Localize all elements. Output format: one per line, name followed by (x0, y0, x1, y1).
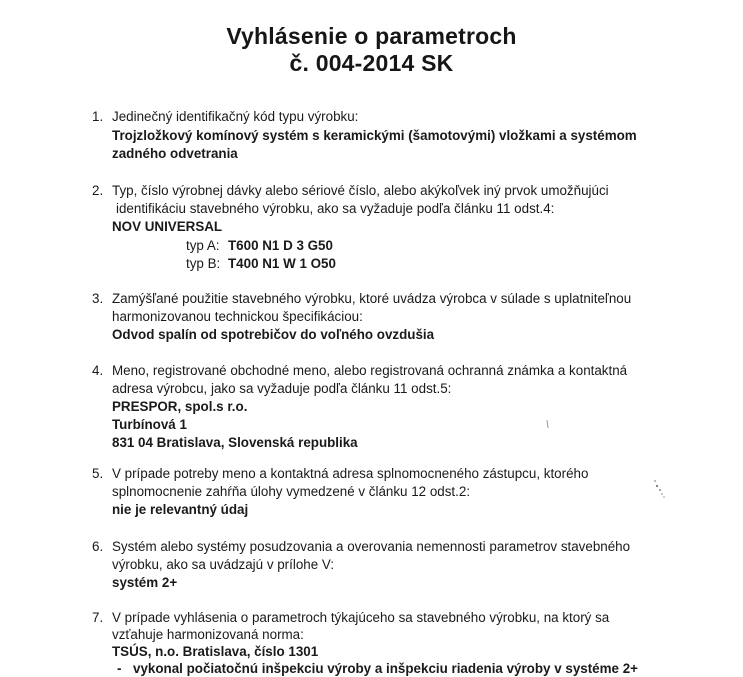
type-b-label: typ B: (186, 256, 221, 271)
section-heading: Meno, registrované obchodné meno, alebo registrovaná ochranná známka a kontaktná (112, 363, 628, 378)
section-heading-cont: výrobku, ako sa uvádzajú v prílohe V: (112, 557, 335, 572)
manufacturer-city: 831 04 Bratislava, Slovenská republika (112, 435, 358, 450)
section-number: 5. (92, 466, 104, 481)
manufacturer-name: PRESPOR, spol.s r.o. (112, 399, 248, 414)
manufacturer-street: Turbínová 1 (112, 417, 187, 432)
section-heading: Typ, číslo výrobnej dávky alebo sériové číslo, alebo akýkoľvek iný prvok umožňujúci (112, 183, 609, 198)
section-number: 7. (92, 610, 104, 625)
section-number: 1. (92, 109, 104, 124)
section-heading-cont: identifikáciu stavebného výrobku, ako sa vyžaduje podľa článku 11 odst.4: (116, 201, 555, 216)
section-heading: Jedinečný identifikačný kód typu výrobku: (112, 109, 359, 124)
assessment-system: systém 2+ (112, 575, 178, 590)
section-heading-cont: splnomocnenie zahŕňa úlohy vymedzené v článku 12 odst.2: (112, 484, 471, 499)
product-name: NOV UNIVERSAL (112, 219, 223, 234)
section-heading-cont: harmonizovanou technickou špecifikáciou: (112, 309, 363, 324)
section-number: 4. (92, 363, 104, 378)
section-heading: Zamýšľané použitie stavebného výrobku, ktoré uvádza výrobca v súlade s uplatniteľnou (112, 291, 632, 306)
product-identifier: Trojzložkový komínový systém s keramickými (šamotovými) vložkami a systémom (112, 128, 637, 143)
section-heading: V prípade vyhlásenia o parametroch týkajúceho sa stavebného výrobku, na ktorý sa (112, 610, 610, 625)
scan-speck-icon (652, 478, 666, 500)
type-a-label: typ A: (186, 238, 220, 253)
section-heading-cont: adresa výrobcu, jako sa vyžaduje podľa článku 11 odst.5: (112, 381, 452, 396)
intended-use: Odvod spalín od spotrebičov do voľného ovzdušia (112, 327, 435, 342)
document-number: č. 004-2014 SK (289, 50, 454, 76)
section-number: 2. (92, 183, 104, 198)
section-number: 3. (92, 291, 104, 306)
section-number: 6. (92, 539, 104, 554)
scan-speck-icon (545, 419, 551, 429)
notified-body-task: vykonal počiatočnú inšpekciu výroby a inšpekciu riadenia výroby v systéme 2+ (133, 661, 638, 676)
section-heading-cont: vzťahuje harmonizovaná norma: (112, 627, 304, 642)
section-heading: Systém alebo systémy posudzovania a overovania nemennosti parametrov stavebného (112, 539, 631, 554)
product-identifier-cont: zadného odvetrania (112, 146, 238, 161)
type-b-value: T400 N1 W 1 O50 (228, 256, 336, 271)
section-heading: V prípade potreby meno a kontaktná adresa splnomocneného zástupcu, ktorého (112, 466, 589, 481)
representative-value: nie je relevantný údaj (112, 502, 249, 517)
document-title: Vyhlásenie o parametroch (226, 23, 517, 49)
bullet-dash: - (117, 661, 122, 676)
type-a-value: T600 N1 D 3 G50 (228, 238, 333, 253)
notified-body: TSÚS, n.o. Bratislava, číslo 1301 (112, 644, 319, 659)
